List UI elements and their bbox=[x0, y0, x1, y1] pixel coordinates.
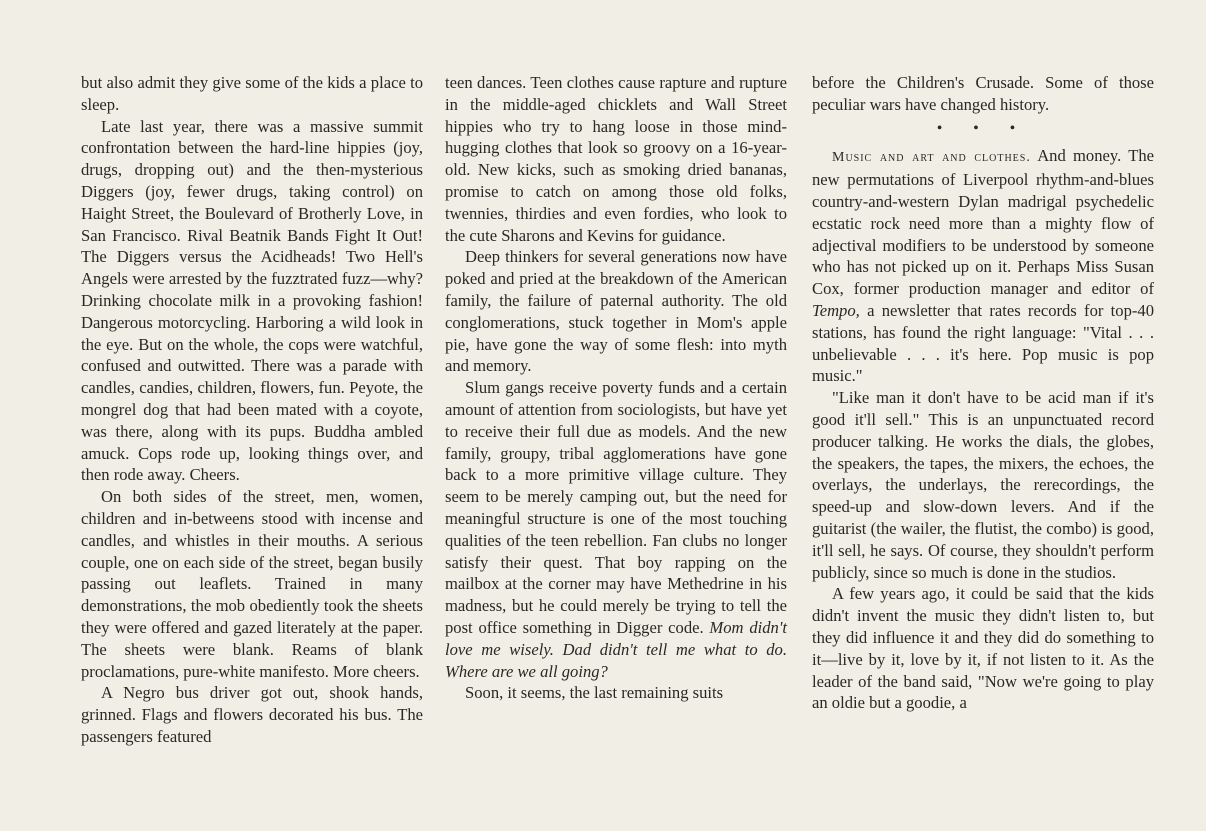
section-divider: • • • bbox=[937, 120, 1029, 136]
paragraph-text: a newsletter that rates records for top-40 stations, has found the right language: "Vital . . . unbelievable . . . it's here. Pop music is pop music." bbox=[812, 300, 1154, 386]
paragraph: "Like man it don't have to be acid man if it's good it'll sell." This is an unpunctuated record producer talking. He works the dials, the globes, the speakers, the tapes, the mixers, the echoes, the overlays, the underlays, the rerecordings, the speed-up and slow-down levers. And if the guitarist (the wailer, the flutist, the combo) is good, it'll sell, he says. Of course, they shouldn't perform publicly, since so much is done in the studios. bbox=[812, 388, 1154, 582]
paragraph: A few years ago, it could be said that the kids didn't invent the music they didn't listen to, but they did influence it and they did do something to it—live by it, love by it, if not listen to it. As the leader of the band said, "Now we're going to play an oldie but a goodie, a bbox=[812, 584, 1154, 713]
paragraph bbox=[812, 145, 1154, 387]
paragraph: A Negro bus driver got out, shook hands, grinned. Flags and flowers decorated his bus. The passengers featured bbox=[81, 683, 423, 746]
paragraph: teen dances. Teen clothes cause rapture and rupture in the middle-aged chicklets and Wall Street hippies who try to hang loose in those mind-hugging clothes that look so groovy on a 16-year-old. New kicks, such as smoking dried bananas, promise to catch on among those old folks, twennies, thirdies and even fordies, who look to the cute Sharons and Kevins for guidance. bbox=[445, 73, 787, 245]
section-heading: Music and art and clothes. bbox=[832, 150, 1031, 166]
paragraph: but also admit they give some of the kids a place to sleep. bbox=[81, 73, 423, 114]
paragraph-text: Slum gangs receive poverty funds and a certain amount of attention from sociologists, but have yet to receive their full due as models. And the new family, groupy, tribal agglomerations have gone back to a more primitive village culture. They seem to be merely camping out, but the need for meaningful structure is one of the most touching qualities of the teen rebellion. Fan clubs no longer satisfy their quest. That boy rapping on the mailbox at the corner may have Methedrine in his madness, but he could merely be trying to tell the post office something in Digger code. bbox=[445, 378, 787, 637]
text-column-3 bbox=[812, 72, 1154, 714]
text-column-2 bbox=[445, 72, 787, 704]
paragraph bbox=[445, 377, 787, 682]
paragraph: Soon, it seems, the last remaining suits bbox=[465, 683, 724, 703]
italic-quote: Mom didn't love me wisely. Dad didn't tell me what to do. Where are we all going? bbox=[445, 617, 787, 681]
text-column-1 bbox=[81, 72, 423, 748]
paragraph-text: And money. The new permutations of Liverpool rhythm-and-blues country-and-western Dylan madrigal psychedelic ecstatic rock need more than a mighty flow of adjectival modifiers to be understood by someone who has not picked up on it. Perhaps Miss Susan Cox, former production manager and editor of bbox=[812, 146, 1154, 299]
paragraph: before the Children's Crusade. Some of those peculiar wars have changed history. bbox=[812, 73, 1154, 114]
paragraph: Late last year, there was a massive summit confrontation between the hard-line hippies (joy, drugs, dropping out) and the then-mysterious Diggers (joy, fewer drugs, taking control) on Haight Street, the Boulevard of Brotherly Love, in San Francisco. Rival Beatnik Bands Fight It Out! The Diggers versus the Acidheads! Two Hell's Angels were arrested by the fuzztrated fuzz—why? Drinking chocolate milk in a provoking fashion! Dangerous motorcycling. Harboring a wild look in the eye. But on the whole, the cops were watchful, confused and outwitted. There was a parade with candles, candies, children, flowers, fun. Peyote, the mongrel dog that had been mated with a coyote, was there, along with its pups. Buddha ambled amuck. Cops rode up, looking things over, and then rode away. Cheers. bbox=[81, 116, 423, 485]
paragraph: On both sides of the street, men, women, children and in-betweens stood with incense and candles, and whistles in their mouths. A serious couple, one on each side of the street, began busily passing out leaflets. Trained in many demonstrations, the mob obediently took the sheets they were offered and gazed literately at the paper. The sheets were blank. Reams of blank proclamations, pure-white manifesto. More cheers. bbox=[81, 487, 423, 681]
publication-title: Tempo, bbox=[812, 300, 860, 320]
paragraph: Deep thinkers for several generations now have poked and pried at the breakdown of the American family, the failure of paternal authority. The old conglomerations, stuck together in Mom's apple pie, have gone the way of some flesh: into myth and memory. bbox=[445, 247, 787, 376]
